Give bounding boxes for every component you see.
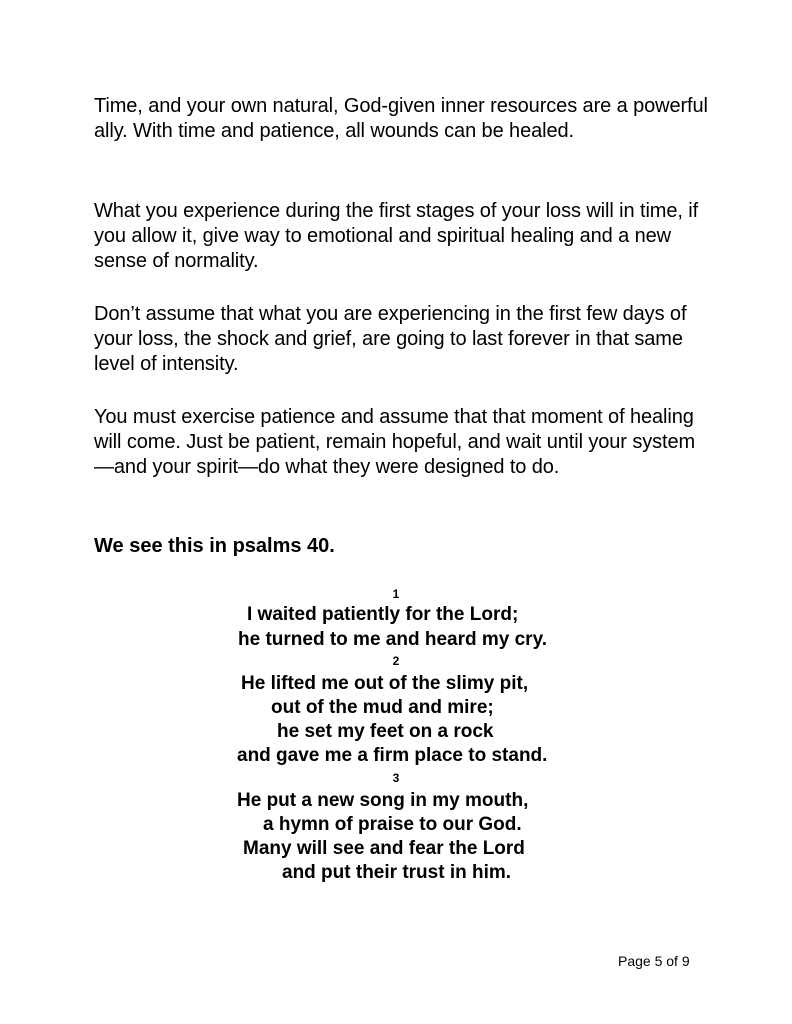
verse-number-1: 1 — [392, 587, 400, 601]
verse-line-7: He put a new song in my mouth, — [237, 790, 529, 811]
verse-line-6: and gave me a firm place to stand. — [237, 745, 548, 766]
verse-line-2: he turned to me and heard my cry. — [238, 629, 548, 650]
body-paragraph-4: You must exercise patience and assume that that moment of healing will come. Just be patient, remain hopeful, and wait until your system—and your spirit—do what they were designed to do. — [94, 406, 696, 478]
verse-number-2: 2 — [392, 654, 400, 668]
verse-line-4: out of the mud and mire; — [271, 697, 494, 718]
body-paragraph-1: Time, and your own natural, God-given inner resources are a powerful ally. With time and patience, all wounds can be healed. — [94, 95, 708, 142]
verse-line-8: a hymn of praise to our God. — [263, 814, 522, 835]
page-number: Page 5 of 9 — [618, 953, 690, 969]
verse-line-10: and put their trust in him. — [282, 862, 512, 883]
verse-line-9: Many will see and fear the Lord — [243, 838, 525, 859]
body-paragraph-3: Don’t assume that what you are experiencing in the first few days of your loss, the shock and grief, are going to last forever in that same level of intensity. — [94, 303, 687, 375]
verse-line-5: he set my feet on a rock — [277, 721, 494, 742]
body-paragraph-2: What you experience during the first stages of your loss will in time, if you allow it, give way to emotional and spiritual healing and a new sense of normality. — [94, 200, 699, 272]
verse-number-3: 3 — [392, 771, 400, 785]
verse-line-3: He lifted me out of the slimy pit, — [241, 673, 529, 694]
psalm-reference-heading: We see this in psalms 40. — [94, 535, 335, 557]
verse-line-1: I waited patiently for the Lord; — [247, 604, 519, 625]
